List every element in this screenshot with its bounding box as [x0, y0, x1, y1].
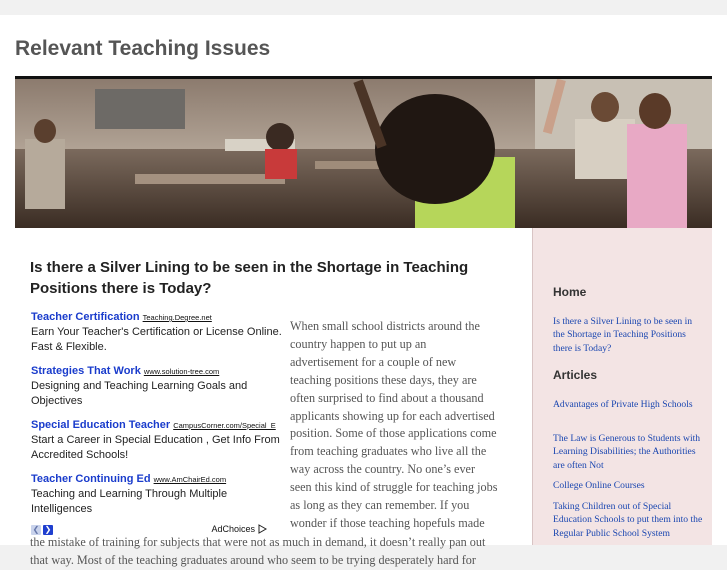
- post-body-column: [290, 318, 515, 533]
- sidebar-article-link[interactable]: Taking Children out of Special Education Schools to put them into the Regular Public School System: [553, 501, 703, 539]
- body-line: that way. Most of the teaching graduates around who seem to be trying desperately hard for: [30, 552, 476, 567]
- body-line: seen this kind of struggle for teaching jobs: [290, 480, 498, 495]
- body-line: country happen to put up an: [290, 336, 427, 351]
- sidebar-article-link[interactable]: College Online Courses: [553, 480, 645, 491]
- post-title[interactable]: Is there a Silver Lining to be seen in the Shortage in Teaching Positions there is Today?: [30, 259, 469, 297]
- ad-title-link[interactable]: Special Education Teacher: [31, 419, 171, 431]
- ad-url-link[interactable]: CampusCorner.com/Special_E: [173, 421, 276, 430]
- ad-description: Earn Your Teacher's Certification or License Online. Fast & Flexible.: [31, 326, 282, 353]
- sidebar-heading-home: Home: [553, 285, 587, 299]
- ad-title-link[interactable]: Teacher Certification: [31, 311, 140, 323]
- sidebar-article-link[interactable]: The Law is Generous to Students with Learning Disabilities; the Authorities are often Not: [553, 433, 701, 471]
- ad-url-link[interactable]: Teaching.Degree.net: [142, 313, 212, 322]
- ad-item: [31, 308, 283, 355]
- adchoices-icon: [258, 524, 267, 534]
- page: [0, 15, 727, 567]
- adchoices-link[interactable]: [211, 524, 267, 534]
- ad-description: Teaching and Learning Through Multiple Intelligences: [31, 488, 228, 515]
- body-line: often surprised to find about a thousand: [290, 390, 484, 405]
- ad-item: [31, 416, 283, 463]
- body-line: as long as they can remember. If you: [290, 498, 470, 513]
- ad-title-link[interactable]: Strategies That Work: [31, 365, 141, 377]
- header-banner-image: [15, 79, 712, 228]
- sidebar-article-link[interactable]: Advantages of Private High Schools: [553, 399, 693, 410]
- ad-description: Start a Career in Special Education , Get Info From Accredited Schools!: [31, 434, 280, 461]
- body-line: position. Some of those applications come: [290, 426, 497, 441]
- body-line: from teaching graduates who live all the: [290, 444, 487, 459]
- sidebar-heading-articles: Articles: [553, 368, 598, 382]
- post-body-wide: [30, 534, 525, 570]
- sidebar-link-home-post[interactable]: Is there a Silver Lining to be seen in the Shortage in Teaching Positions there is Today?: [553, 316, 693, 354]
- body-line: way across the country. No one’s ever: [290, 462, 476, 477]
- body-line: advertisement for a couple of new: [290, 354, 457, 369]
- adchoices-label: AdChoices: [211, 524, 255, 534]
- ad-title-link[interactable]: Teacher Continuing Ed: [31, 473, 151, 485]
- ad-description: Designing and Teaching Learning Goals and Objectives: [31, 380, 248, 407]
- main-content: [15, 228, 532, 567]
- chevron-right-icon[interactable]: ❯: [44, 525, 52, 534]
- ad-item: [31, 470, 283, 517]
- ad-block: [31, 308, 283, 537]
- sidebar: [532, 228, 712, 545]
- chevron-left-icon[interactable]: ❮: [32, 525, 40, 534]
- body-line: wonder if those teaching hopefuls made: [290, 515, 485, 530]
- body-line: applicants showing up for each advertised: [290, 408, 495, 423]
- body-line: the mistake of training for subjects that were not as much in demand, it doesn’t really pan out: [30, 535, 486, 549]
- site-title[interactable]: Relevant Teaching Issues: [15, 37, 271, 60]
- ad-url-link[interactable]: www.solution-tree.com: [143, 367, 220, 376]
- ad-item: [31, 362, 283, 409]
- classroom-photo: [15, 79, 712, 228]
- body-line: teaching positions these days, they are: [290, 372, 477, 387]
- body-line: When small school districts around the: [290, 319, 480, 333]
- ad-url-link[interactable]: www.AmChairEd.com: [153, 475, 227, 484]
